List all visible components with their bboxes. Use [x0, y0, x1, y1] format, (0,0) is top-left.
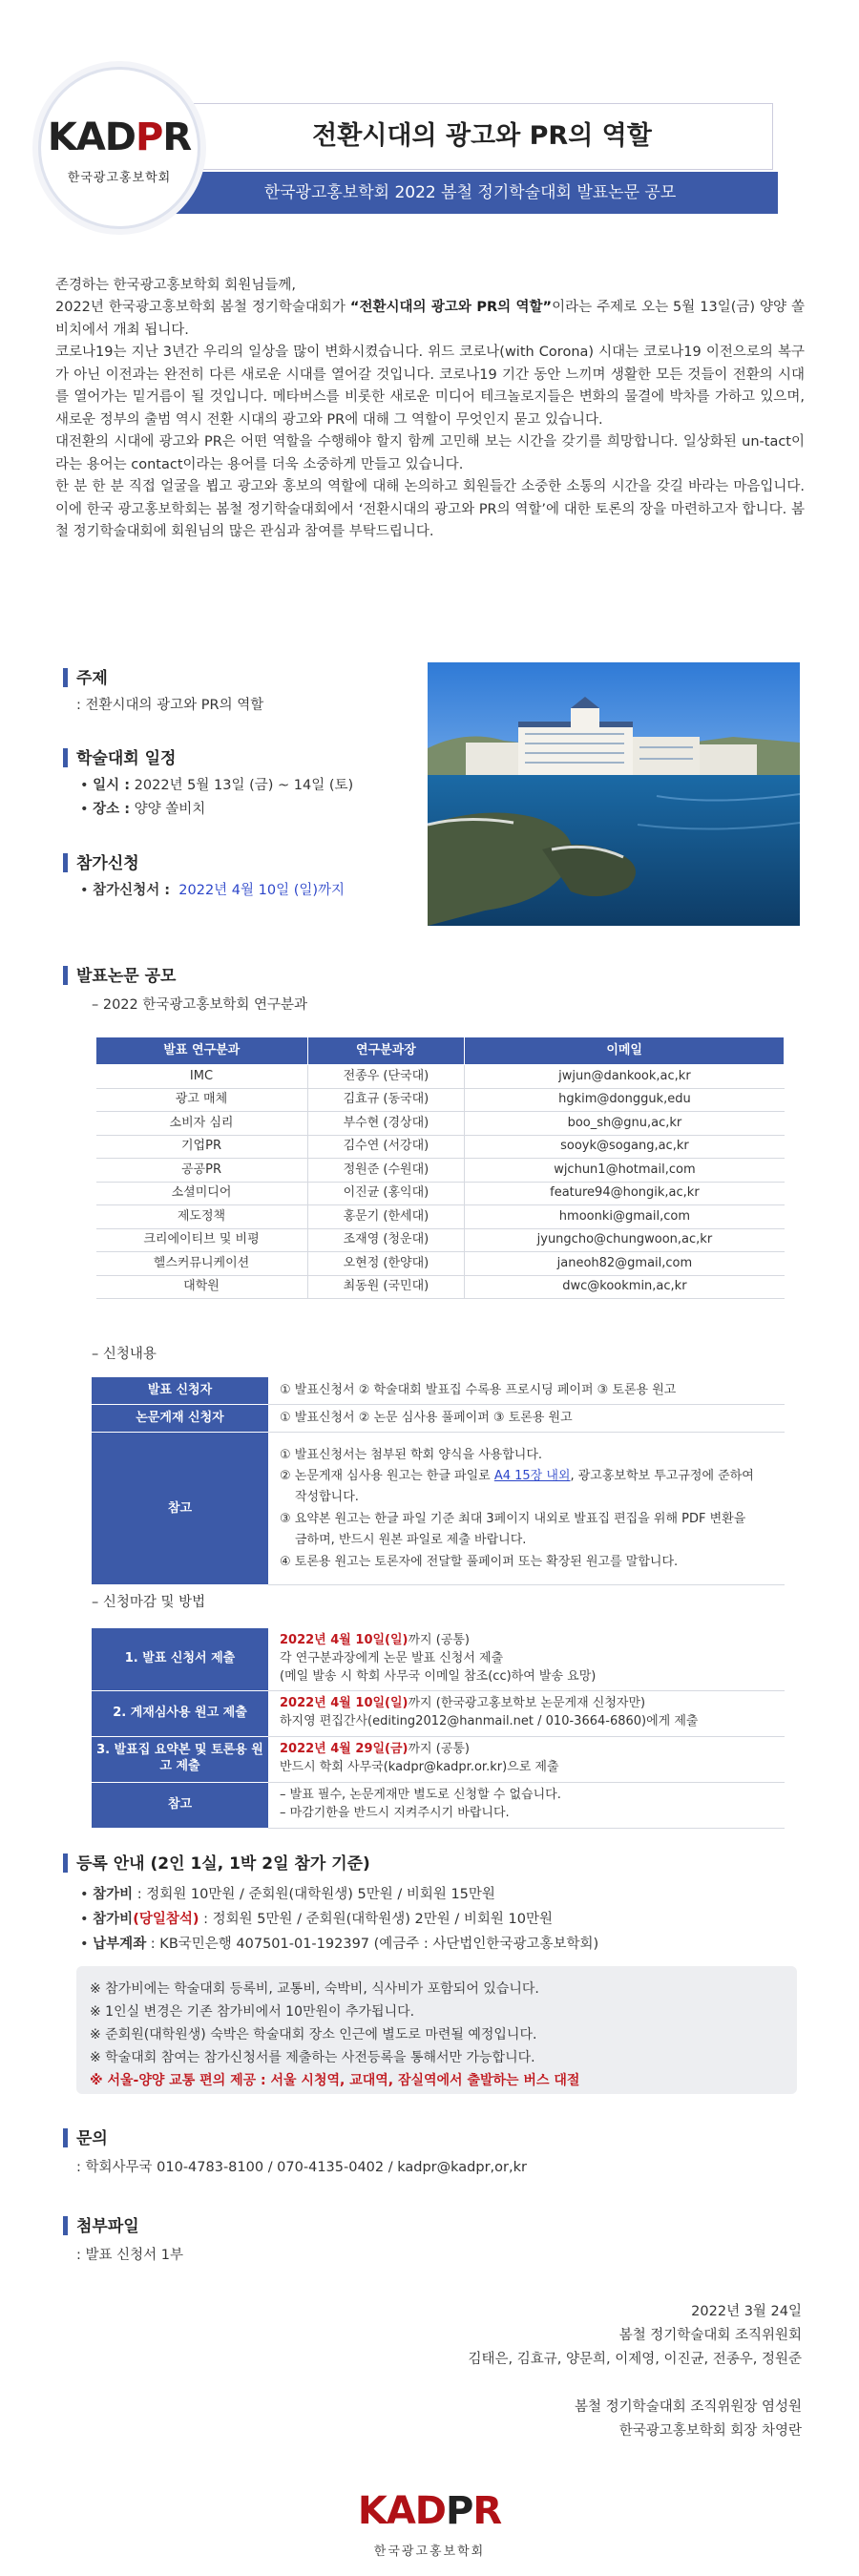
intro-letter [55, 275, 805, 544]
notes-box [76, 1966, 797, 2094]
row-label: 2. 게재심사용 원고 제출 [92, 1690, 268, 1736]
note-item: ※ 1인실 변경은 기존 참가비에서 10만원이 추가됩니다. [90, 2004, 415, 2021]
signature-members: 김태은, 김효규, 양문희, 이제영, 이진균, 전종우, 정원준 [468, 2351, 802, 2367]
resort-illustration [428, 662, 800, 926]
logo-name: 한국광고홍보학회 [67, 170, 172, 185]
table-row: IMC 전종우 (단국대) jwjun@dankook,ac,kr [96, 1065, 785, 1089]
intro-p4: 한 분 한 분 직접 얼굴을 뵙고 광고와 홍보의 역할에 대해 논의하고 회원들간 소중한 소통의 시간을 갖길 바라는 마음입니다. 이에 한국 광고홍보학회는 봄철 정기학술대회에서 ‘전환시대의 광고와 PR의 역할’에 대한 토론의 장을 마련하고자 합니다. 봄철 정기학술대회에 회원님의 많은 관심과 참여를 부탁드립니다. [55, 479, 805, 540]
logo-mark: KADPR [47, 115, 192, 159]
attachment-text: : 발표 신청서 1부 [76, 2248, 183, 2263]
page-title: 전환시대의 광고와 PR의 역할 [191, 103, 773, 170]
intro-p1: 2022년 한국광고홍보학회 봄철 정기학술대회가 “전환시대의 광고와 PR의 역할”이라는 주제로 오는 5월 13일(금) 양양 쏠비치에서 개최 됩니다. [55, 300, 806, 338]
schedule-place: • 장소 : 양양 쏠비치 [80, 802, 206, 817]
contents-subheading: – 신청내용 [92, 1347, 157, 1362]
contact-text: : 학회사무국 010-4783-8100 / 070-4135-0402 / kadpr@kadpr,or,kr [76, 2160, 527, 2175]
note-item: ※ 학술대회 참여는 참가신청서를 제출하는 사전등록을 통해서만 가능합니다. [90, 2050, 535, 2066]
registration-onsite-fee: • 참가비(당일참석) : 정회원 5만원 / 준회원(대학원생) 2만원 / 비회원 10만원 [80, 1912, 553, 1927]
table-row: 소비자 심리 부수현 (경상대) boo_sh@gnu,ac,kr [96, 1112, 785, 1136]
table-row: 제도정책 홍문기 (한세대) hmoonki@gmail,com [96, 1205, 785, 1229]
registration-heading: 등록 안내 (2인 1실, 1박 2일 참가 기준) [63, 1852, 370, 1876]
apply-heading: 참가신청 [63, 851, 139, 876]
table-row: 기업PR 김수연 (서강대) sooyk@sogang,ac,kr [96, 1135, 785, 1159]
table-row [92, 1433, 785, 1585]
papers-heading: 발표논문 공모 [63, 964, 176, 989]
signature-date: 2022년 3월 24일 [691, 2304, 802, 2319]
table-row: 광고 매체 김효규 (동국대) hgkim@dongguk,edu [96, 1088, 785, 1112]
registration-fee: • 참가비 : 정회원 10만원 / 준회원(대학원생) 5만원 / 비회원 15만원 [80, 1887, 495, 1902]
note-item: ※ 참가비에는 학술대회 등록비, 교통비, 숙박비, 식사비가 포함되어 있습니다. [90, 1981, 539, 1997]
deadlines-table [92, 1628, 785, 1829]
intro-greeting: 존경하는 한국광고홍보학회 회원님들께, [55, 278, 296, 293]
attachment-heading: 첨부파일 [63, 2214, 139, 2239]
theme-text: : 전환시대의 광고와 PR의 역할 [76, 698, 264, 713]
registration-bank: • 납부계좌 : KB국민은행 407501-01-192397 (예금주 : 사단법인한국광고홍보학회) [80, 1937, 599, 1952]
note-item-highlight: ※ 서울-양양 교통 편의 제공 : 서울 시청역, 교대역, 잠실역에서 출발하는 버스 대절 [90, 2073, 580, 2089]
row-label: 논문게재 신청자 [92, 1405, 268, 1433]
row-label: 참고 [92, 1782, 268, 1828]
col-header-email: 이메일 [465, 1037, 785, 1065]
table-row: 3. 발표집 요약본 및 토론용 원고 제출 2022년 4월 29일(금)까지 (공통) 반드시 학회 사무국(kadpr@kadpr.or.kr)으로 제출 [92, 1736, 785, 1782]
table-row: 참고 – 발표 필수, 논문게재만 별도로 신청할 수 없습니다. – 마감기한을 반드시 지켜주시기 바랍니다. [92, 1782, 785, 1828]
col-header-chair: 연구분과장 [307, 1037, 465, 1065]
table-row: 크리에이티브 및 비평 조재영 (청운대) jyungcho@chungwoon,ac,kr [96, 1228, 785, 1252]
apply-deadline: • 참가신청서 : 2022년 4월 10일 (일)까지 [80, 883, 346, 898]
theme-heading: 주제 [63, 666, 108, 691]
signature-officers [575, 2396, 802, 2443]
research-division-table [95, 1037, 785, 1299]
table-row: 2. 게재심사용 원고 제출 2022년 4월 10일(일)까지 (한국광고홍보학보 논문게재 신청자만) 하지영 편집간사(editing2012@hanmail.net / 010-3664-6860)에게 제출 [92, 1690, 785, 1736]
row-label: 참고 [92, 1433, 268, 1585]
table-row: 소셜미디어 이진균 (홍익대) feature94@hongik,ac,kr [96, 1182, 785, 1205]
signature-chair: 봄철 정기학술대회 조직위원장 염성원 [575, 2399, 802, 2415]
header-logo [38, 67, 200, 229]
note-item: ※ 준회원(대학원생) 숙박은 학술대회 장소 인근에 별도로 마련될 예정입니다. [90, 2027, 537, 2043]
footer-logo-mark: KADPR [357, 2489, 502, 2533]
table-row: 1. 발표 신청서 제출 2022년 4월 10일(일)까지 (공통) 각 연구분과장에게 논문 발표 신청서 제출 (메일 발송 시 학회 사무국 이메일 참조(cc)하여 발송 요망) [92, 1628, 785, 1690]
signature-committee [469, 2300, 802, 2372]
table-row: 공공PR 정원준 (수원대) wjchun1@hotmail,com [96, 1159, 785, 1183]
signature-president: 한국광고홍보학회 회장 차영란 [618, 2422, 802, 2439]
schedule-heading: 학술대회 일정 [63, 746, 176, 771]
resort-photo [428, 662, 800, 926]
row-label: 3. 발표집 요약본 및 토론용 원고 제출 [92, 1736, 268, 1782]
footer-logo-name: 한국광고홍보학회 [373, 2545, 486, 2559]
application-contents-table [92, 1377, 785, 1585]
footer-logo [0, 2482, 859, 2562]
note-cell: ① 발표신청서는 첨부된 학회 양식을 사용합니다. ② 논문게재 심사용 원고는 한글 파일로 A4 15장 내외, 광고홍보학보 투고규정에 준하여 작성합니다. ③ 요약본 원고는 한글 파일 기준 최대 3페이지 내외로 발표집 편집을 위해 PDF 변환을 금하며, 반드시 원본 파일로 제출 바랍니다. ④ 토론용 원고는 토론자에 전달할 풀페이퍼 또는 확장된 원고를 말합니다. [268, 1433, 785, 1585]
table-row: 논문게재 신청자 ① 발표신청서 ② 논문 심사용 풀페이퍼 ③ 토론용 원고 [92, 1405, 785, 1433]
intro-p3: 대전환의 시대에 광고와 PR은 어떤 역할을 수행해야 할지 함께 고민해 보는 시간을 갖기를 희망합니다. 일상화된 un-tact이라는 용어는 contact이라는 용어를 더욱 소중하게 만들고 있습니다. [55, 434, 805, 472]
intro-p2: 코로나19는 지난 3년간 우리의 일상을 많이 변화시켰습니다. 위드 코로나(with Corona) 시대는 코로나19 이전으로의 복구가 아닌 이전과는 완전히 다른 새로운 시대를 열어갈 것입니다. 코로나19 기간 동안 느끼며 생활한 모든 것들이 전환의 시대를 열어가는 밑거름이 될 것입니다. 메타버스를 비롯한 새로운 미디어 테크놀로지들은 변화의 물결에 박차를 가하고 있으며, 새로운 정부의 출범 역시 전환 시대의 광고와 PR에 대해 그 역할이 무엇인지 묻고 있습니다. [55, 345, 805, 428]
col-header-division: 발표 연구분과 [96, 1037, 308, 1065]
deadlines-subheading: – 신청마감 및 방법 [92, 1595, 206, 1610]
table-row: 발표 신청자 ① 발표신청서 ② 학술대회 발표집 수록용 프로시딩 페이퍼 ③ 토론용 원고 [92, 1377, 785, 1405]
row-label: 발표 신청자 [92, 1377, 268, 1405]
papers-subheading: – 2022 한국광고홍보학회 연구분과 [92, 997, 308, 1013]
table-row: 헬스커뮤니케이션 오현정 (한양대) janeoh82@gmail,com [96, 1252, 785, 1276]
signature-org: 봄철 정기학술대회 조직위원회 [618, 2327, 802, 2343]
contact-heading: 문의 [63, 2126, 108, 2151]
table-row: 대학원 최동원 (국민대) dwc@kookmin,ac,kr [96, 1275, 785, 1299]
page-subtitle: 한국광고홍보학회 2022 봄철 정기학술대회 발표논문 공모 [162, 172, 778, 214]
schedule-date: • 일시 : 2022년 5월 13일 (금) ~ 14일 (토) [80, 778, 354, 793]
row-label: 1. 발표 신청서 제출 [92, 1628, 268, 1690]
